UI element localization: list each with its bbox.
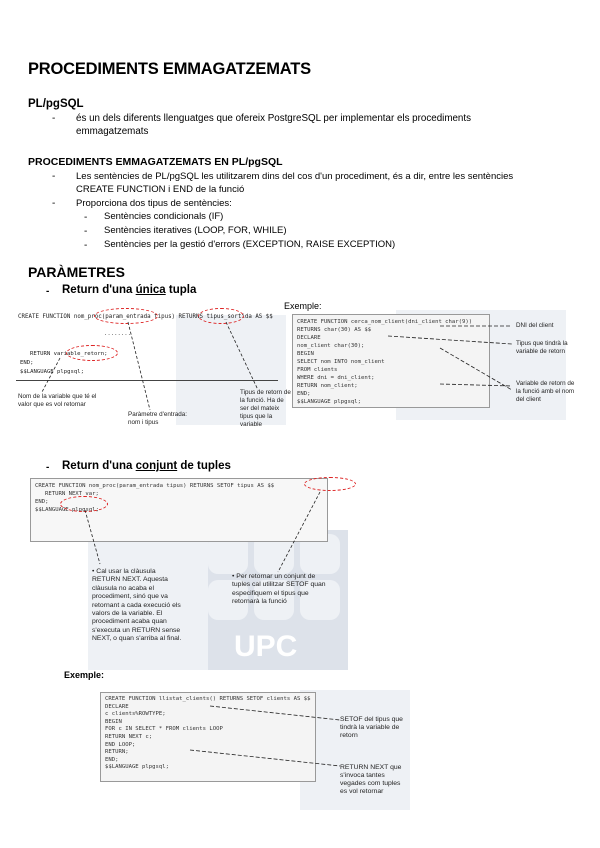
sub-bullet-text: Sentències per la gestió d'errors (EXCEPTION, RAISE EXCEPTION) bbox=[104, 239, 396, 250]
code-line: BEGIN bbox=[297, 351, 314, 357]
code-line: RETURN NEXT var; bbox=[45, 491, 99, 497]
sub-bullet-text: Sentències iteratives (LOOP, FOR, WHILE) bbox=[104, 225, 287, 236]
sub-bullet-dash: - bbox=[84, 212, 88, 223]
code-line: END LOOP; bbox=[105, 741, 136, 748]
sub-bullet-dash: - bbox=[84, 226, 88, 237]
code-line: DECLARE bbox=[297, 335, 321, 341]
code-line: CREATE FUNCTION llistat_clients() RETURNS SETOF clients AS $$ bbox=[105, 696, 311, 702]
sub-bullet-text: Sentències condicionals (IF) bbox=[104, 211, 224, 222]
code-line: RETURN nom_client; bbox=[297, 383, 358, 389]
code-line: CREATE FUNCTION nom_proc(param_entrada tipus) RETURNS SETOF tipus AS $$ bbox=[35, 483, 275, 489]
code-line: WHERE dni = dni_client; bbox=[297, 375, 375, 381]
diag2-arrows bbox=[60, 490, 340, 580]
bullet-text: Les sentències de PL/pgSQL les utilitzarem dins del cos d'un procediment, és a dir, entre les sentències CREATE FUNCTION i END de la funció bbox=[76, 171, 514, 195]
diag1-line1: CREATE FUNCTION nom_proc(param_entrada tipus) RETURNS tipus_sortida AS $$ bbox=[18, 314, 273, 320]
bullet-dash: - bbox=[46, 286, 50, 297]
example2-arrows bbox=[180, 700, 350, 770]
code-line: c clients%ROWTYPE; bbox=[105, 711, 166, 718]
subheading-unica-tupla: Return d'una única tupla bbox=[62, 284, 197, 296]
highlight-circle bbox=[304, 477, 356, 491]
code-line: RETURN NEXT c; bbox=[105, 733, 153, 740]
code-line: $$LANGUAGE plpgsql; bbox=[105, 764, 169, 771]
example2-label: Exemple: bbox=[64, 670, 105, 680]
code-line: END; bbox=[297, 391, 311, 397]
section-heading-parametres: PARÀMETRES bbox=[28, 264, 125, 280]
example2-note-1: SETOF del tipus que tindrà la variable de retorn bbox=[340, 716, 403, 739]
code-line: FOR c IN SELECT * FROM clients LOOP bbox=[105, 726, 223, 733]
bullet-dash: - bbox=[52, 113, 56, 124]
code-line: DECLARE bbox=[105, 703, 129, 710]
upc-text: UPC bbox=[234, 630, 298, 663]
code-line: RETURN; bbox=[105, 749, 129, 756]
code-line: END; bbox=[105, 756, 119, 763]
subheading-conjunt-tuples: Return d'una conjunt de tuples bbox=[62, 460, 231, 472]
code-line: SELECT nom INTO nom_client bbox=[297, 359, 385, 365]
bullet-dash: - bbox=[52, 198, 56, 209]
page-title: PROCEDIMENTS EMMAGATZEMATS bbox=[28, 60, 311, 78]
section-heading-plpgsql: PL/pgSQL bbox=[28, 98, 84, 110]
code-line: $$LANGUAGE plpgsql; bbox=[35, 507, 99, 513]
code-line: nom_client char(30); bbox=[297, 343, 365, 349]
diag1-note-right: Tipus de retorn de la funció. Ha de ser del mateix tipus que la variable bbox=[240, 389, 291, 428]
diag1-line3: RETURN variable_retorn; bbox=[30, 351, 108, 357]
code-line: FROM clients bbox=[297, 367, 338, 373]
example1-note-2: Tipus que tindrà la variable de retorn bbox=[516, 340, 568, 355]
example2-note-2: RETURN NEXT que s'invoca tantes vegades com tuples es vol retornar bbox=[340, 764, 402, 795]
bullet-dash: - bbox=[46, 462, 50, 473]
bullet-text: Proporciona dos tipus de sentències: bbox=[76, 198, 232, 209]
sub-bullet-dash: - bbox=[84, 240, 88, 251]
diag1-line2: ........ bbox=[104, 331, 131, 337]
code-line: BEGIN bbox=[105, 718, 122, 725]
section-heading-procediments: PROCEDIMENTS EMMAGATZEMATS EN PL/pgSQL bbox=[28, 156, 283, 168]
code-line: END; bbox=[35, 499, 49, 505]
diag2-note-left: • Cal usar la clàusula RETURN NEXT. Aquesta clàusula no acaba el procediment, sinó que va retornant a cada execució els valors de la variable. El procediment acaba quan s'executa un RETURN sense NEXT, o quan s'arriba al final. bbox=[92, 568, 182, 643]
code-line: CREATE FUNCTION cerca_nom_client(dni_client char(9)) RETURNS char(30) AS $$ bbox=[297, 319, 473, 333]
diag1-note-left: Nom de la variable que té el valor que es vol retornar bbox=[18, 393, 97, 408]
example1-note-3: Variable de retorn de la funció amb el nom del client bbox=[516, 380, 575, 403]
code-line: $$LANGUAGE plpgsql; bbox=[297, 399, 361, 405]
diag2-note-right: • Per retornar un conjunt de tuples cal utilitzar SETOF quan especifiquem el tipus que retornarà la funció bbox=[232, 573, 326, 606]
diag1-note-mid: Paràmetre d'entrada: nom i tipus bbox=[128, 411, 187, 426]
example1-note-1: DNI del client bbox=[516, 322, 554, 329]
bullet-text: és un dels diferents llenguatges que ofereix PostgreSQL per implementar els procediments emmagatzemats bbox=[76, 113, 471, 137]
diag1-line5: $$LANGUAGE plpgsql; bbox=[20, 369, 84, 375]
diag1-line4: END; bbox=[20, 360, 34, 366]
example-label: Exemple: bbox=[284, 301, 322, 311]
bullet-dash: - bbox=[52, 171, 56, 182]
